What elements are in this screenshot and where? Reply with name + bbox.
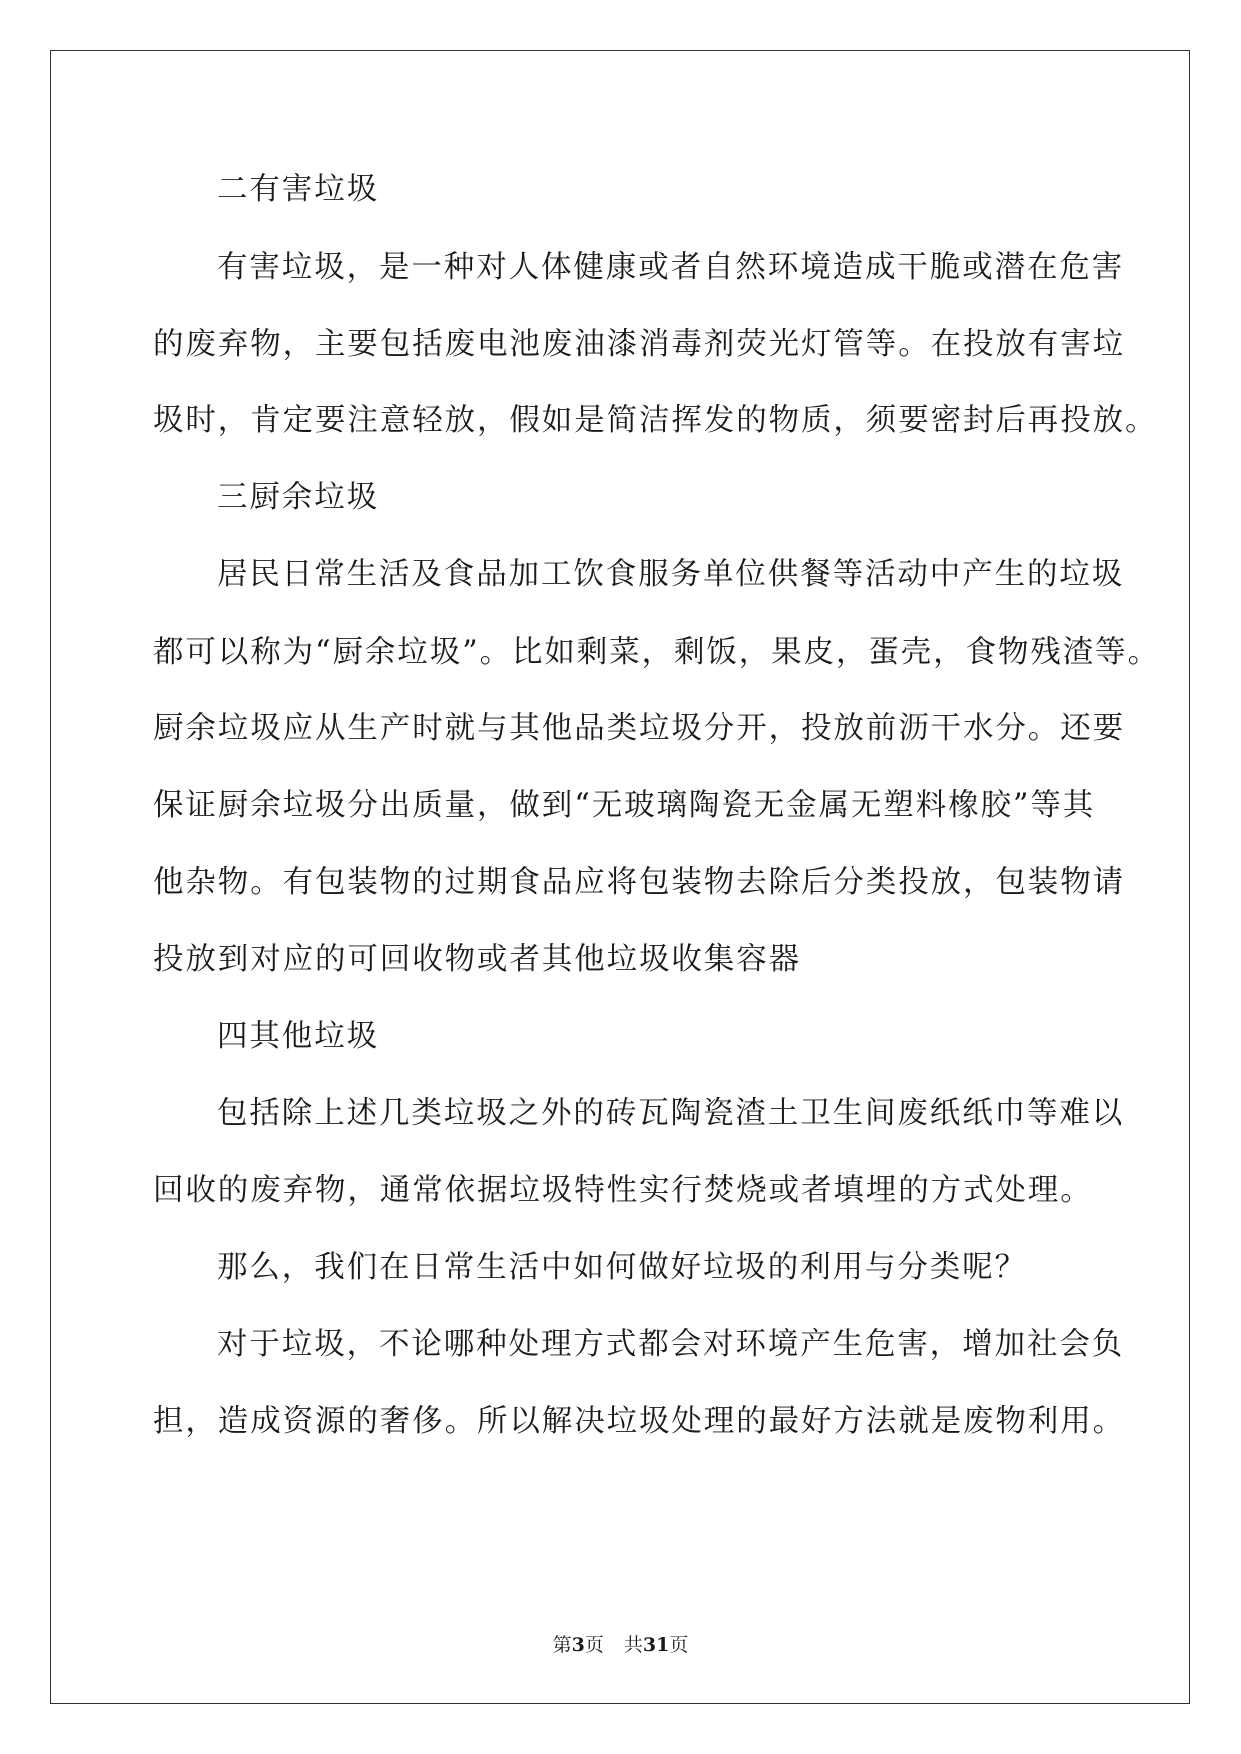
paragraph-line: 对于垃圾，不论哪种处理方式都会对环境产生危害，增加社会负 — [217, 1327, 1125, 1362]
footer-page-suffix: 页 — [584, 1634, 604, 1656]
paragraph-line: 厨余垃圾应从生产时就与其他品类垃圾分开，投放前沥干水分。还要 — [153, 711, 1125, 746]
paragraph-line: 担，造成资源的奢侈。所以解决垃圾处理的最好方法就是废物利用。 — [153, 1404, 1125, 1439]
paragraph-line: 有害垃圾，是一种对人体健康或者自然环境造成干脆或潜在危害 — [217, 250, 1125, 285]
footer-total-suffix: 页 — [669, 1634, 689, 1656]
paragraph-line: 保证厨余垃圾分出质量，做到“无玻璃陶瓷无金属无塑料橡胶”等其 — [153, 788, 1096, 823]
footer-page-prefix: 第 — [552, 1634, 572, 1656]
paragraph-line: 投放到对应的可回收物或者其他垃圾收集容器 — [153, 942, 801, 977]
footer-page-number: 3 — [571, 1634, 585, 1656]
section-heading-hazardous-waste: 二有害垃圾 — [217, 172, 379, 207]
paragraph-line: 的废弃物，主要包括废电池废油漆消毒剂荧光灯管等。在投放有害垃 — [153, 327, 1125, 362]
paragraph-line: 回收的废弃物，通常依据垃圾特性实行焚烧或者填埋的方式处理。 — [153, 1173, 1093, 1208]
paragraph-line: 圾时，肯定要注意轻放，假如是简洁挥发的物质，须要密封后再投放。 — [153, 403, 1158, 438]
paragraph-line: 都可以称为“厨余垃圾”。比如剩菜，剩饭，果皮，蛋壳，食物残渣等。 — [153, 635, 1160, 670]
footer-total-pages: 31 — [642, 1634, 670, 1656]
paragraph-line: 他杂物。有包装物的过期食品应将包装物去除后分类投放，包装物请 — [153, 865, 1125, 900]
paragraph-line: 那么，我们在日常生活中如何做好垃圾的利用与分类呢？ — [217, 1250, 1027, 1285]
paragraph-line: 居民日常生活及食品加工饮食服务单位供餐等活动中产生的垃圾 — [217, 557, 1125, 592]
page-footer — [0, 1633, 1241, 1657]
section-heading-other-waste: 四其他垃圾 — [217, 1019, 379, 1054]
section-heading-kitchen-waste: 三厨余垃圾 — [217, 480, 379, 515]
paragraph-line: 包括除上述几类垃圾之外的砖瓦陶瓷渣土卫生间废纸纸巾等难以 — [217, 1096, 1125, 1131]
footer-total-prefix: 共 — [623, 1634, 643, 1656]
